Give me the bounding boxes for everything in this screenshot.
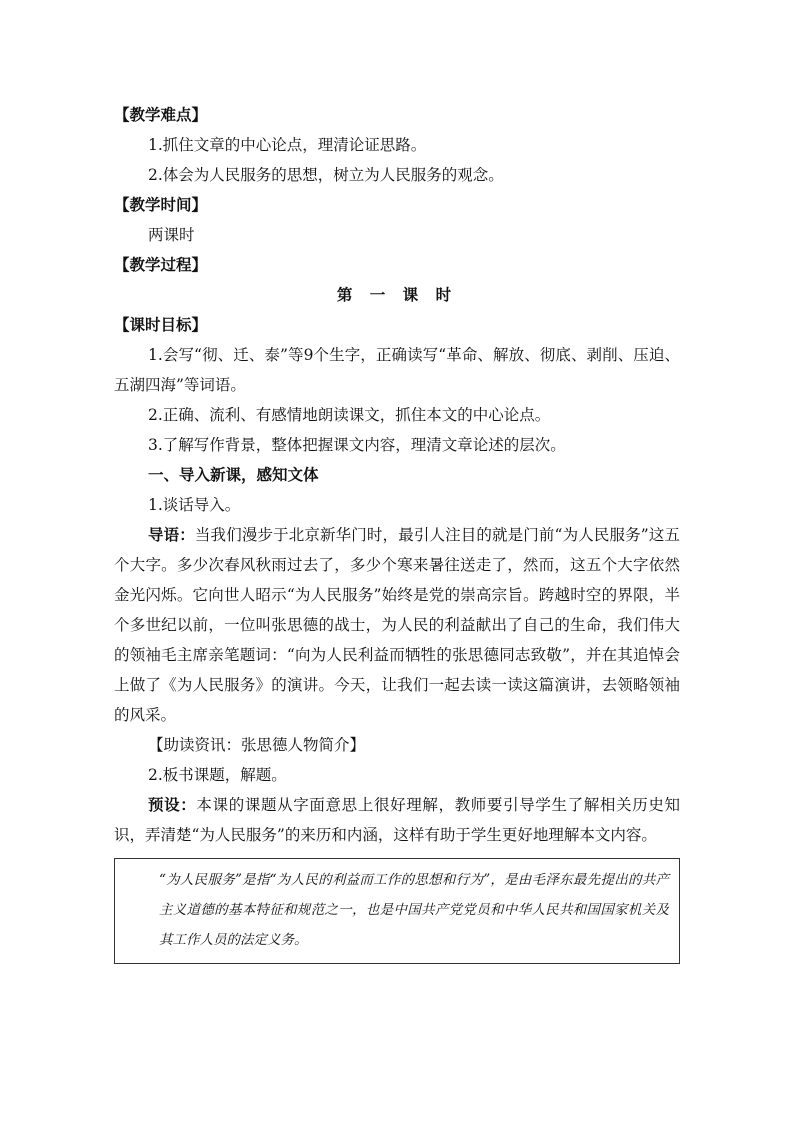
goal-item-3: 3.了解写作背景，整体把握课文内容，理清文章论述的层次。 [148,436,566,454]
intro-paragraph [114,520,680,730]
step1-heading: 一、导入新课，感知文体 [148,465,319,484]
time-value: 两课时 [148,226,195,244]
preset-paragraph [114,790,680,850]
preset-lead: 预设： [148,795,197,814]
intro-text: 当我们漫步于北京新华门时，最引人注目的就是门前“为人民服务”这五个大字。多少次春风秋雨过去了，多少个寒来暑往送走了，然而，这五个大字依然金光闪烁。它向世人昭示“为人民服务”始终是党的崇高宗旨。跨越时空的界限，半个多世纪以前，一位叫张思德的战士，为人民的利益献出了自己的生命，我们伟大的领袖毛主席亲笔题词：“向为人民利益而牺牲的张思德同志致敬”，并在其追悼会上做了《为人民服务》的演讲。今天，让我们一起去读一读这篇演讲，去领略领袖的风采。 [114,526,680,724]
aid-info: 【助读资讯：张思德人物简介】 [148,736,366,754]
time-heading: 【教学时间】 [114,195,208,214]
definition-box [114,858,680,964]
preset-text: 本课的课题从字面意思上很好理解，教师要引导学生了解相关历史知识，弄清楚“为人民服务”的来历和内涵，这样有助于学生更好地理解本文内容。 [114,796,680,844]
lesson-plan-content [114,100,680,964]
intro-lead: 导语： [148,525,195,544]
step2-sub: 2.板书课题，解题。 [148,766,287,784]
process-heading: 【教学过程】 [114,255,208,274]
definition-text: “为人民服务”是指“为人民的利益而工作的思想和行为”，是由毛泽东最先提出的共产主义道德的基本特征和规范之一，也是中国共产党党员和中华人民共和国国家机关及其工作人员的法定义务。 [159,872,669,948]
lesson-title: 第 一 课 时 [336,285,458,304]
difficulty-item-2: 2.体会为人民服务的思想，树立为人民服务的观念。 [148,166,504,184]
difficulty-item-1: 1.抓住文章的中心论点，理清论证思路。 [148,136,427,154]
goal-item-2: 2.正确、流利、有感情地朗读课文，抓住本文的中心论点。 [148,406,551,424]
goal-heading: 【课时目标】 [114,315,208,334]
step1-sub: 1.谈话导入。 [148,496,241,514]
difficulty-heading: 【教学难点】 [114,105,208,124]
goal-item-1: 1.会写“彻、迁、泰”等9个生字，正确读写“革命、解放、彻底、剥削、压迫、五湖四海”等词语。 [114,346,680,394]
